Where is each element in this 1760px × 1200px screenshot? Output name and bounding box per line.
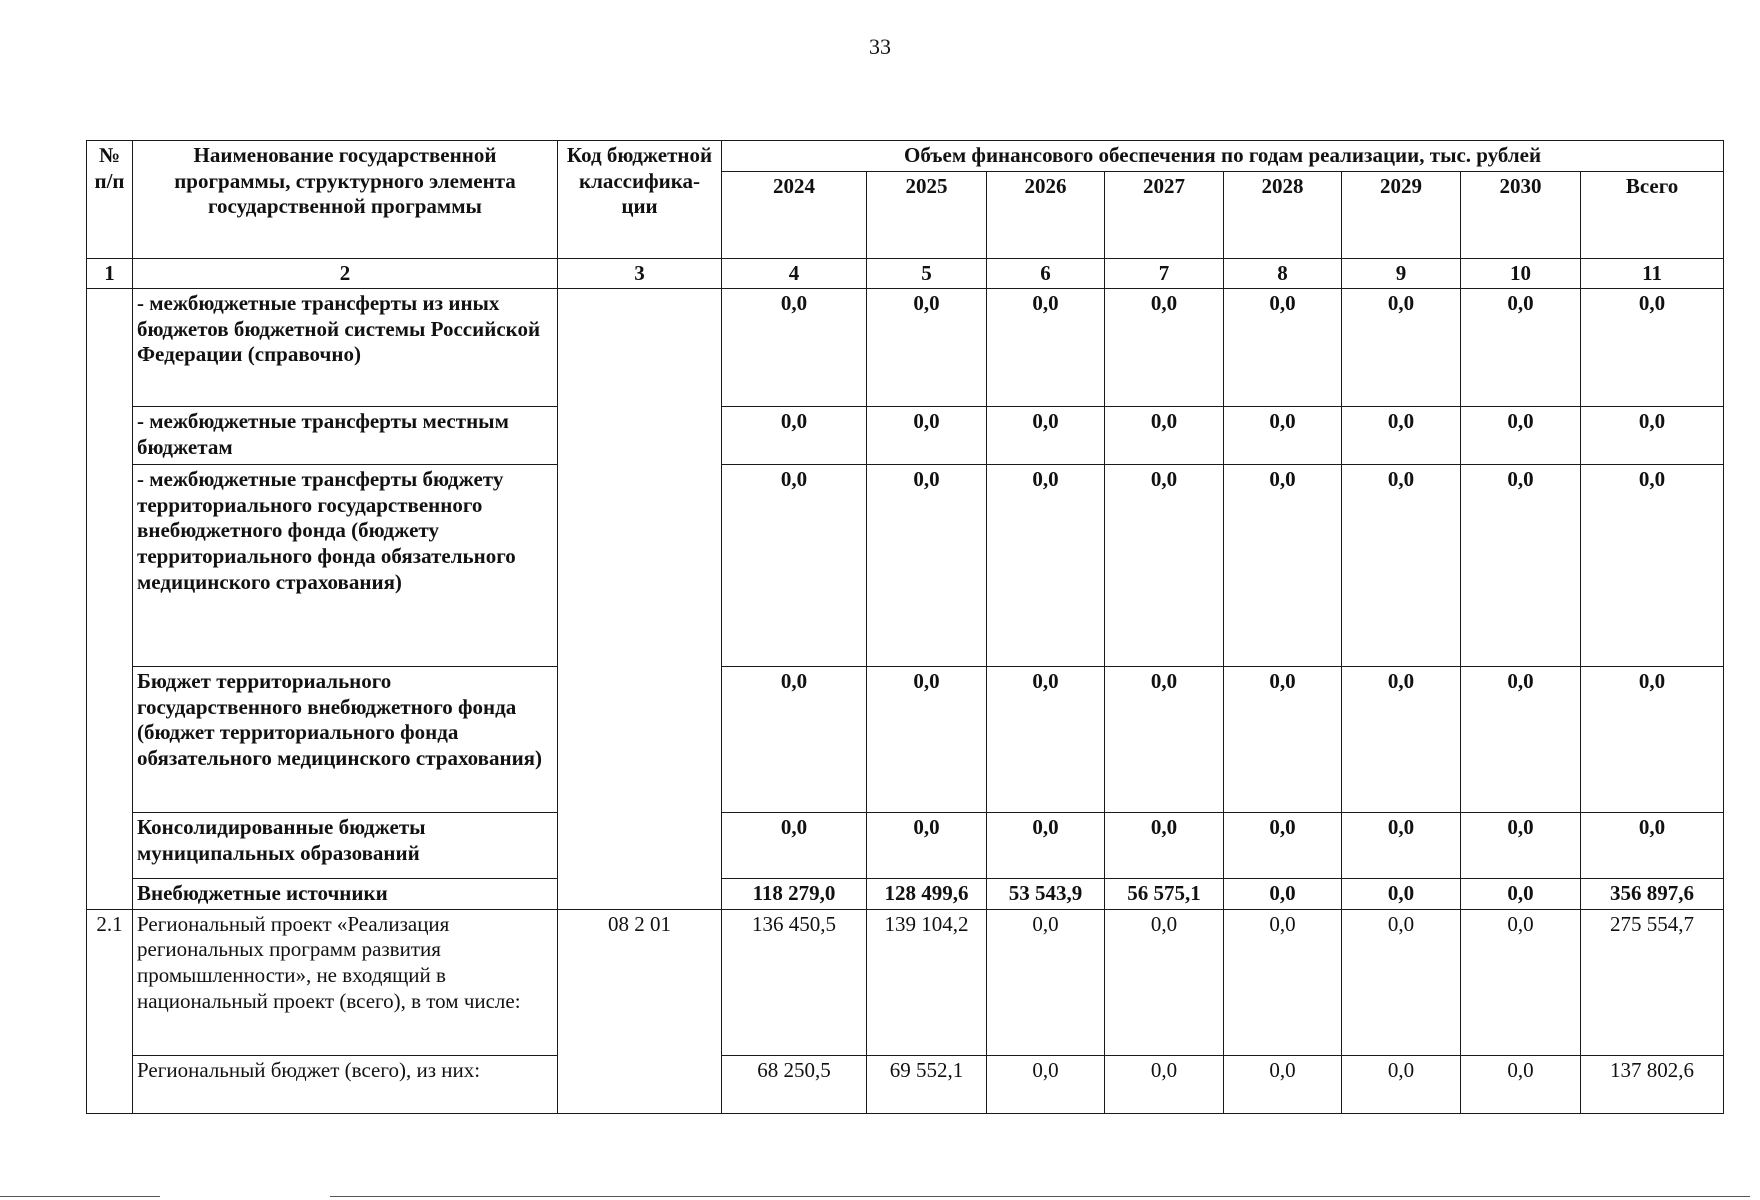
value-cell: 0,0	[722, 407, 867, 465]
value-cell: 0,0	[1581, 667, 1724, 813]
value-cell: 0,0	[1461, 879, 1581, 910]
table-row	[87, 667, 1724, 813]
value-cell: 0,0	[1461, 1055, 1581, 1113]
value-cell: 0,0	[1461, 407, 1581, 465]
value-cell: 0,0	[1224, 289, 1342, 407]
page-number: 33	[869, 34, 891, 59]
header-total: Всего	[1581, 171, 1724, 258]
value-cell: 0,0	[1224, 909, 1342, 1055]
table-row	[87, 289, 1724, 407]
value-cell: 0,0	[1581, 465, 1724, 667]
value-cell: 0,0	[867, 289, 987, 407]
row-name: Региональный проект «Реализация региональных программ развития промышленности», не входящий в национальный проект (всего), в том числе:	[133, 909, 558, 1055]
header-year: 2027	[1105, 171, 1224, 258]
row-code-cell	[558, 289, 722, 910]
header-year: 2026	[987, 171, 1105, 258]
value-cell: 118 279,0	[722, 879, 867, 910]
column-number: 11	[1581, 258, 1724, 289]
table-row	[87, 1055, 1724, 1113]
column-number: 6	[987, 258, 1105, 289]
column-number: 5	[867, 258, 987, 289]
value-cell: 0,0	[1224, 465, 1342, 667]
value-cell: 0,0	[1342, 289, 1461, 407]
value-cell: 0,0	[987, 465, 1105, 667]
value-cell: 0,0	[1342, 879, 1461, 910]
row-name: Консолидированные бюджеты муниципальных образований	[133, 813, 558, 879]
table-row	[87, 909, 1724, 1055]
value-cell: 0,0	[1224, 407, 1342, 465]
bottom-rule	[0, 1196, 160, 1197]
value-cell: 0,0	[722, 813, 867, 879]
value-cell: 0,0	[987, 813, 1105, 879]
table-row	[87, 879, 1724, 910]
value-cell: 0,0	[1342, 909, 1461, 1055]
value-cell: 0,0	[1461, 909, 1581, 1055]
value-cell: 137 802,6	[1581, 1055, 1724, 1113]
value-cell: 0,0	[1461, 465, 1581, 667]
row-name: Внебюджетные источники	[133, 879, 558, 910]
value-cell: 56 575,1	[1105, 879, 1224, 910]
value-cell: 139 104,2	[867, 909, 987, 1055]
value-cell: 0,0	[1224, 879, 1342, 910]
value-cell: 68 250,5	[722, 1055, 867, 1113]
value-cell: 136 450,5	[722, 909, 867, 1055]
value-cell: 0,0	[867, 465, 987, 667]
value-cell: 0,0	[867, 667, 987, 813]
value-cell: 275 554,7	[1581, 909, 1724, 1055]
row-name: - межбюджетные трансферты местным бюджетам	[133, 407, 558, 465]
value-cell: 0,0	[987, 407, 1105, 465]
table-row	[87, 813, 1724, 879]
row-code-cell: 08 2 01	[558, 909, 722, 1113]
header-year: 2030	[1461, 171, 1581, 258]
value-cell: 0,0	[1461, 289, 1581, 407]
value-cell: 0,0	[987, 667, 1105, 813]
column-number: 7	[1105, 258, 1224, 289]
value-cell: 0,0	[1105, 407, 1224, 465]
header-row	[87, 141, 1724, 172]
value-cell: 0,0	[1581, 407, 1724, 465]
column-number: 8	[1224, 258, 1342, 289]
header-year: 2025	[867, 171, 987, 258]
column-number: 1	[87, 258, 133, 289]
value-cell: 0,0	[1342, 813, 1461, 879]
value-cell: 0,0	[1105, 1055, 1224, 1113]
header-year: 2028	[1224, 171, 1342, 258]
value-cell: 0,0	[987, 909, 1105, 1055]
row-name: Региональный бюджет (всего), из них:	[133, 1055, 558, 1113]
value-cell: 0,0	[867, 407, 987, 465]
value-cell: 0,0	[1105, 289, 1224, 407]
column-number: 3	[558, 258, 722, 289]
value-cell: 0,0	[1342, 407, 1461, 465]
header-year: 2024	[722, 171, 867, 258]
header-code: Код бюджетной классифика-ции	[558, 141, 722, 259]
value-cell: 0,0	[1224, 813, 1342, 879]
value-cell: 0,0	[1581, 289, 1724, 407]
value-cell: 0,0	[722, 465, 867, 667]
header-year: 2029	[1342, 171, 1461, 258]
value-cell: 0,0	[1224, 667, 1342, 813]
row-name: Бюджет территориального государственного внебюджетного фонда (бюджет территориального фонда обязательного медицинского страхования)	[133, 667, 558, 813]
column-numbers-row	[87, 258, 1724, 289]
value-cell: 0,0	[867, 813, 987, 879]
value-cell: 0,0	[1342, 465, 1461, 667]
column-number: 4	[722, 258, 867, 289]
column-number: 10	[1461, 258, 1581, 289]
table-row	[87, 465, 1724, 667]
header-num: № п/п	[87, 141, 133, 259]
row-name: - межбюджетные трансферты бюджету территориального государственного внебюджетного фонда (бюджету территориального фонда обязательного медицинского страхования)	[133, 465, 558, 667]
row-name: - межбюджетные трансферты из иных бюджетов бюджетной системы Российской Федерации (справочно)	[133, 289, 558, 407]
header-name: Наименование государственной программы, структурного элемента государственной программы	[133, 141, 558, 259]
value-cell: 0,0	[722, 667, 867, 813]
table-row	[87, 407, 1724, 465]
value-cell: 0,0	[1224, 1055, 1342, 1113]
row-num-cell	[87, 289, 133, 910]
value-cell: 356 897,6	[1581, 879, 1724, 910]
value-cell: 0,0	[1461, 667, 1581, 813]
value-cell: 0,0	[722, 289, 867, 407]
value-cell: 0,0	[1342, 1055, 1461, 1113]
value-cell: 0,0	[1581, 813, 1724, 879]
value-cell: 0,0	[987, 1055, 1105, 1113]
value-cell: 0,0	[1342, 667, 1461, 813]
header-volume: Объем финансового обеспечения по годам реализации, тыс. рублей	[722, 141, 1724, 172]
bottom-rule	[330, 1196, 1750, 1197]
value-cell: 0,0	[1105, 813, 1224, 879]
value-cell: 0,0	[1105, 667, 1224, 813]
budget-table	[86, 140, 1724, 1114]
column-number: 9	[1342, 258, 1461, 289]
column-number: 2	[133, 258, 558, 289]
value-cell: 53 543,9	[987, 879, 1105, 910]
row-num-cell: 2.1	[87, 909, 133, 1113]
value-cell: 0,0	[987, 289, 1105, 407]
value-cell: 0,0	[1105, 909, 1224, 1055]
value-cell: 0,0	[1461, 813, 1581, 879]
value-cell: 0,0	[1105, 465, 1224, 667]
value-cell: 69 552,1	[867, 1055, 987, 1113]
value-cell: 128 499,6	[867, 879, 987, 910]
